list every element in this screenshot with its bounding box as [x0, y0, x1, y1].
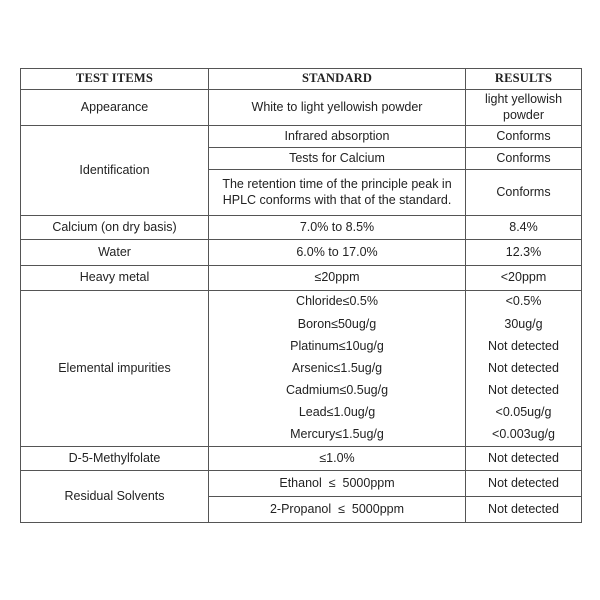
standard-cell — [209, 170, 466, 216]
test-item-cell: Water — [21, 240, 209, 266]
result-cell: 12.3% — [466, 240, 582, 266]
table-row — [21, 447, 582, 471]
table-row — [21, 240, 582, 266]
standard-cell: Lead≤1.0ug/g — [209, 402, 466, 424]
header-test-items: TEST ITEMS — [21, 69, 209, 90]
result-cell: <0.5% — [466, 291, 582, 314]
result-cell: Not detected — [466, 447, 582, 471]
standard-cell: Mercury≤1.5ug/g — [209, 424, 466, 447]
test-item-cell: Heavy metal — [21, 266, 209, 291]
standard-cell: ≤20ppm — [209, 266, 466, 291]
standard-cell: Boron≤50ug/g — [209, 314, 466, 336]
result-cell: Not detected — [466, 497, 582, 523]
table-row — [21, 471, 582, 497]
result-cell: Not detected — [466, 336, 582, 358]
result-cell: <0.003ug/g — [466, 424, 582, 447]
standard-cell: Infrared absorption — [209, 126, 466, 148]
standard-line: The retention time of the principle peak in — [222, 176, 452, 191]
result-cell: <20ppm — [466, 266, 582, 291]
standard-cell: 7.0% to 8.5% — [209, 216, 466, 240]
standard-cell: Chloride≤0.5% — [209, 291, 466, 314]
result-cell: Not detected — [466, 471, 582, 497]
standard-cell: Arsenic≤1.5ug/g — [209, 358, 466, 380]
table-row — [21, 126, 582, 148]
result-cell: Conforms — [466, 126, 582, 148]
result-cell: <0.05ug/g — [466, 402, 582, 424]
standard-cell: Ethanol ≤ 5000ppm — [209, 471, 466, 497]
standard-cell: 6.0% to 17.0% — [209, 240, 466, 266]
header-results: RESULTS — [466, 69, 582, 90]
standard-cell: Tests for Calcium — [209, 148, 466, 170]
standard-cell: ≤1.0% — [209, 447, 466, 471]
result-cell — [466, 90, 582, 126]
test-results-table — [20, 68, 582, 523]
result-line: light yellowish — [484, 91, 563, 106]
standard-line: HPLC conforms with that of the standard. — [222, 192, 452, 207]
standard-cell: Platinum≤10ug/g — [209, 336, 466, 358]
standard-cell: Cadmium≤0.5ug/g — [209, 380, 466, 402]
test-item-cell: Residual Solvents — [21, 471, 209, 523]
standard-cell: White to light yellowish powder — [209, 90, 466, 126]
result-cell: Conforms — [466, 170, 582, 216]
result-cell: Not detected — [466, 358, 582, 380]
standard-cell: 2-Propanol ≤ 5000ppm — [209, 497, 466, 523]
result-cell: Conforms — [466, 148, 582, 170]
result-line: powder — [503, 107, 544, 122]
table-row — [21, 90, 582, 126]
test-item-cell: Elemental impurities — [21, 291, 209, 447]
result-cell: 30ug/g — [466, 314, 582, 336]
test-item-cell: D-5-Methylfolate — [21, 447, 209, 471]
test-item-cell: Calcium (on dry basis) — [21, 216, 209, 240]
table-row — [21, 216, 582, 240]
header-standard: STANDARD — [209, 69, 466, 90]
table-row — [21, 266, 582, 291]
header-row — [21, 69, 582, 90]
test-item-cell: Appearance — [21, 90, 209, 126]
result-cell: Not detected — [466, 380, 582, 402]
table-row — [21, 291, 582, 314]
result-cell: 8.4% — [466, 216, 582, 240]
test-item-cell: Identification — [21, 126, 209, 216]
